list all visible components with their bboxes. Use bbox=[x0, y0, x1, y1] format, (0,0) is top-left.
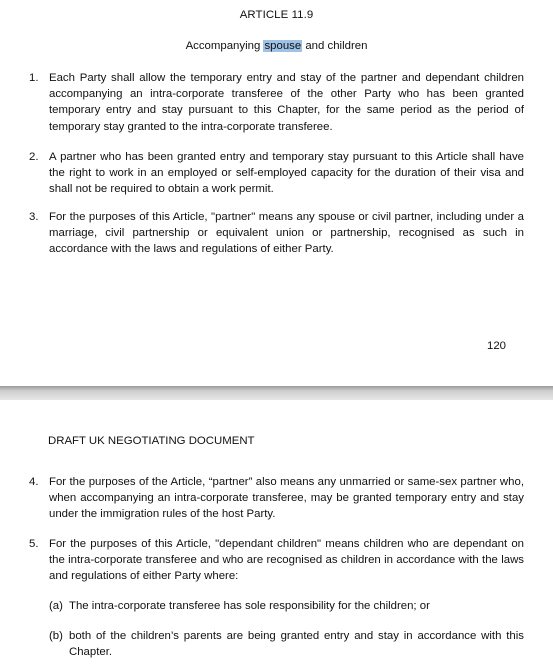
paragraph-3 bbox=[29, 209, 524, 258]
subitem-text: both of the children’s parents are being granted entry and stay in accordance with this Chapter. bbox=[69, 630, 524, 659]
subitem-text: The intra-corporate transferee has sole responsibility for the children; or bbox=[69, 600, 430, 612]
paragraph-text: A partner who has been granted entry and temporary stay pursuant to this Article shall have the right to work in an employed or self-employed capacity for the duration of their visa and shall not be required to obtain a work permit. bbox=[49, 151, 524, 196]
paragraph-number: 2. bbox=[29, 151, 39, 163]
paragraph-1 bbox=[29, 70, 524, 135]
paragraph-5 bbox=[29, 536, 524, 585]
page-number: 120 bbox=[486, 340, 506, 352]
subtitle-text-start: Accompanying bbox=[185, 40, 264, 52]
page-separator bbox=[0, 386, 553, 400]
article-title: ARTICLE 11.9 bbox=[239, 9, 314, 21]
document-page-bottom bbox=[0, 400, 553, 666]
paragraph-text: For the purposes of this Article, "dependant children" means children who are dependant on the intra-corporate transferee and who are recognised as children in accordance with the laws and regulations of either Party where: bbox=[49, 538, 524, 583]
paragraph-number: 1. bbox=[29, 72, 39, 84]
article-subtitle bbox=[0, 40, 553, 52]
document-header: DRAFT UK NEGOTIATING DOCUMENT bbox=[48, 435, 255, 447]
subtitle-text-end: and children bbox=[302, 40, 368, 52]
paragraph-number: 3. bbox=[29, 211, 39, 223]
paragraph-text: For the purposes of the Article, “partner” also means any unmarried or same-sex partner who, when accompanying an intra-corporate transferee, may be granted temporary entry and stay under the immigration rules of the host Party. bbox=[49, 476, 524, 521]
paragraph-text: Each Party shall allow the temporary entry and stay of the partner and dependant children accompanying an intra-corporate transferee of the other Party who has been granted temporary entry and stay pursuant to this Chapter, for the same period as the period of temporary stay granted to the intra-corporate transferee. bbox=[49, 72, 524, 133]
paragraph-2 bbox=[29, 149, 524, 198]
subitem-label: (a) bbox=[49, 600, 63, 612]
subitem-a bbox=[49, 598, 524, 614]
paragraph-text: For the purposes of this Article, "partner" means any spouse or civil partner, including under a marriage, civil partnership or equivalent union or partnership, recognised as such in accordance with the laws and regulations of either Party. bbox=[49, 211, 524, 256]
paragraph-number: 4. bbox=[29, 476, 39, 488]
subitem-label: (b) bbox=[49, 630, 63, 642]
paragraph-4 bbox=[29, 474, 524, 523]
paragraph-number: 5. bbox=[29, 538, 39, 550]
subitem-b bbox=[49, 628, 524, 660]
search-highlight: spouse bbox=[264, 40, 302, 52]
